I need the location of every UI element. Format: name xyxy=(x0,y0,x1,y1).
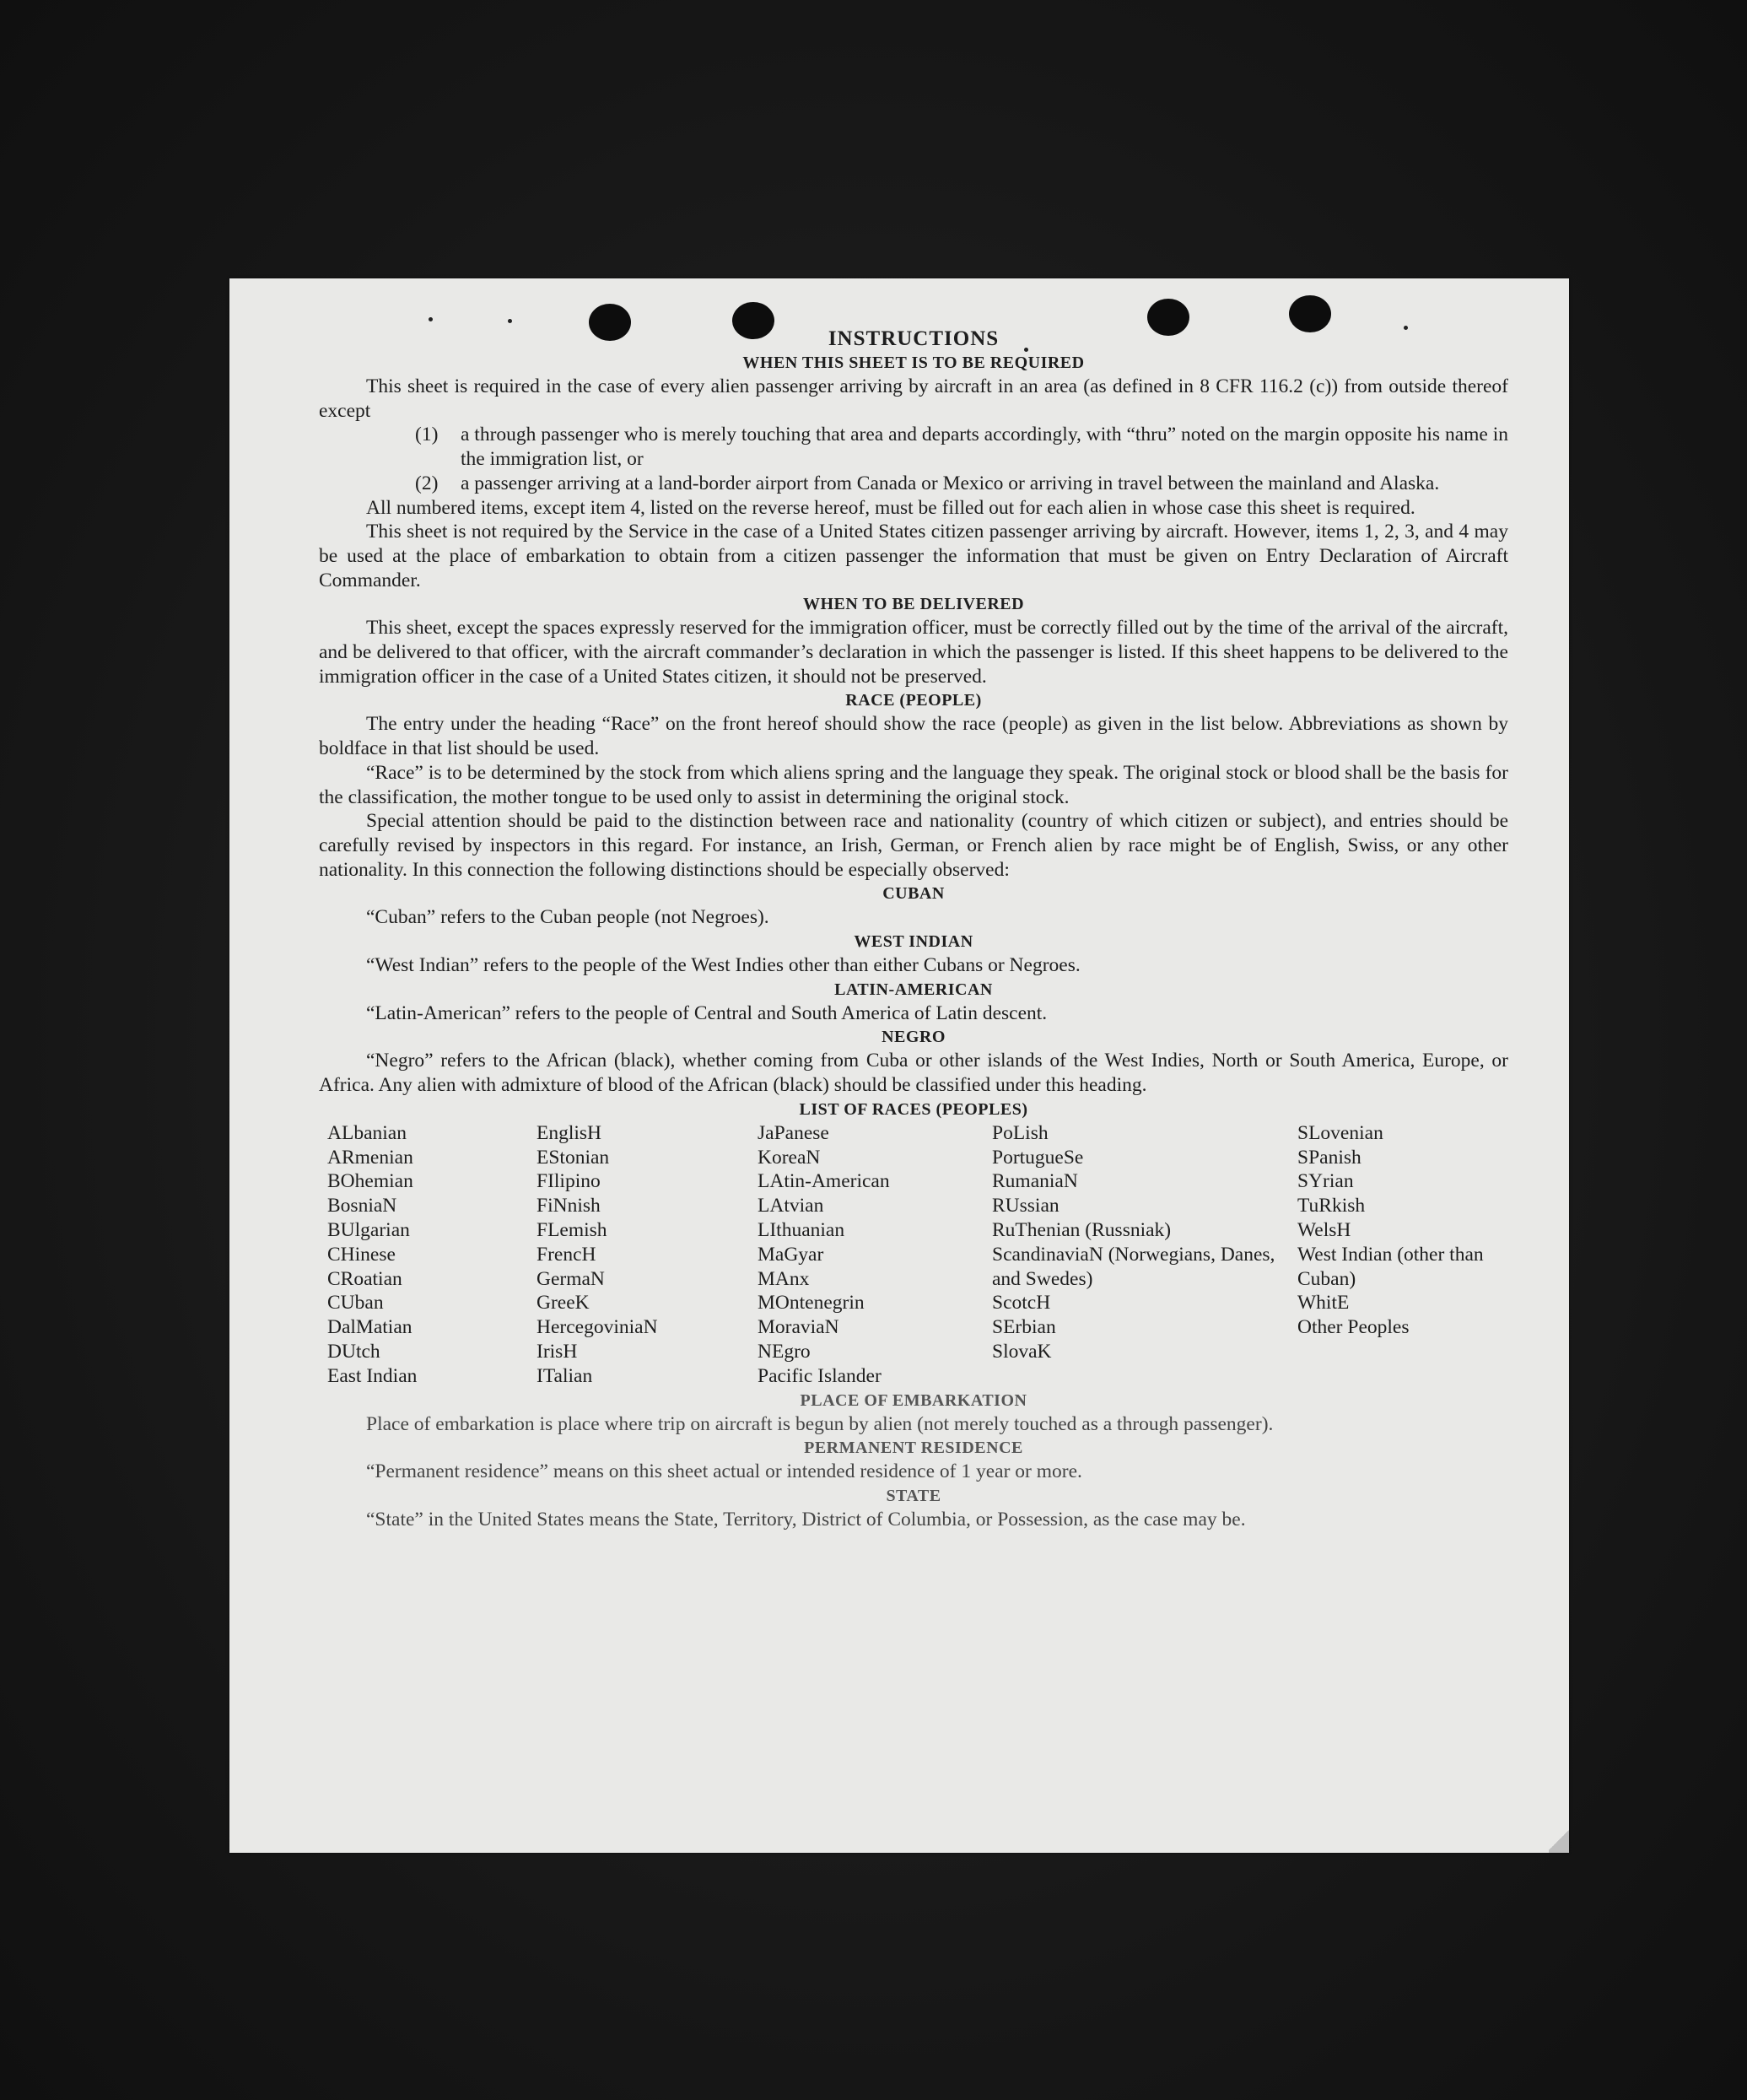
negro-definition: “Negro” refers to the African (black), whether coming from Cuba or other islands of the West Indies, North or South America, Europe, or Africa. Any alien with admixture of blood of the African (black) should be classified under this heading. xyxy=(319,1050,1508,1097)
race-entry: MAnx xyxy=(758,1267,810,1290)
section-heading-required: WHEN THIS SHEET IS TO BE REQUIRED xyxy=(742,354,1085,372)
race-entry: Pacific Islander xyxy=(758,1364,882,1387)
section-heading-races-list: LIST OF RACES (PEOPLES) xyxy=(799,1099,1028,1119)
race-entry: LIthuanian xyxy=(758,1219,845,1242)
section-heading-cuban: CUBAN xyxy=(882,884,945,904)
race-entry: KoreaN xyxy=(758,1146,821,1169)
races-column xyxy=(992,1121,1297,1389)
item-text: a passenger arriving at a land-border airport from Canada or Mexico or arriving in travel between the mainland and Alaska. xyxy=(461,472,1440,494)
race-entry: GreeK xyxy=(537,1292,590,1315)
section-heading-delivered: WHEN TO BE DELIVERED xyxy=(802,595,1025,614)
page-title: INSTRUCTIONS xyxy=(828,327,1000,350)
item-number: (2) xyxy=(415,472,439,494)
item-text: a through passenger who is merely touching that area and departs accordingly, with “thru” noted on the margin opposite his name in the immigration list, or xyxy=(461,424,1508,471)
race-entry: BUlgarian xyxy=(327,1219,410,1242)
delivered-paragraph: This sheet, except the spaces expressly reserved for the immigration officer, must be correctly filled out by the time of the arrival of the aircraft, and be delivered to that officer, with the aircraft commander’s declaration in which the passenger is listed. If this sheet happens to be delivered to the immigration officer in the case of a United States citizen, it should not be preserved. xyxy=(319,617,1508,688)
race-entry: ScotcH xyxy=(992,1292,1051,1315)
race-entry: FIlipino xyxy=(537,1170,601,1193)
race-entry: LAtin-American xyxy=(758,1170,890,1193)
exception-item xyxy=(319,472,1508,496)
race-entry: EStonian xyxy=(537,1146,610,1169)
race-entry: RumaniaN xyxy=(992,1170,1078,1193)
race-entry: DUtch xyxy=(327,1341,380,1363)
race-entry: FiNnish xyxy=(537,1195,601,1217)
latin-american-definition: “Latin-American” refers to the people of Central and South America of Latin descent. xyxy=(366,1001,1048,1024)
folded-corner xyxy=(1549,1827,1569,1853)
instructions-body xyxy=(319,327,1508,1532)
race-entry: WhitE xyxy=(1297,1292,1350,1315)
race-entry: PoLish xyxy=(992,1121,1049,1144)
races-column xyxy=(758,1121,992,1389)
speck xyxy=(429,317,433,321)
race-entry: FrencH xyxy=(537,1243,596,1266)
section-heading-race: RACE (PEOPLE) xyxy=(845,691,982,710)
item-number: (1) xyxy=(415,424,439,446)
race-entry: HercegoviniaN xyxy=(537,1316,658,1339)
race-entry: MoraviaN xyxy=(758,1316,839,1339)
west-indian-definition: “West Indian” refers to the people of the West Indies other than either Cubans or Negroes. xyxy=(366,954,1081,977)
race-entry: BOhemian xyxy=(327,1170,413,1193)
race-entry: FLemish xyxy=(537,1219,607,1242)
race-entry: CRoatian xyxy=(327,1267,402,1290)
races-column xyxy=(319,1121,537,1389)
race-entry: WelsH xyxy=(1297,1219,1351,1242)
races-column xyxy=(537,1121,758,1389)
race-entry: JaPanese xyxy=(758,1121,829,1144)
race-entry: SPanish xyxy=(1297,1146,1361,1169)
race-entry: DalMatian xyxy=(327,1316,412,1339)
speck xyxy=(508,319,512,323)
race-entry: CHinese xyxy=(327,1243,396,1266)
race-entry: NEgro xyxy=(758,1341,811,1363)
race-entry: MaGyar xyxy=(758,1243,824,1266)
citizen-paragraph: This sheet is not required by the Service in the case of a United States citizen passenger arriving by aircraft. However, items 1, 2, 3, and 4 may be used at the place of embarkation to obtain from a citizen passenger the information that must be given on Entry Declaration of Aircraft Commander. xyxy=(319,521,1508,591)
embarkation-definition: Place of embarkation is place where trip on aircraft is begun by alien (not merely touched as a through passenger). xyxy=(366,1412,1274,1435)
race-paragraph: The entry under the heading “Race” on the front hereof should show the race (people) as given in the list below. Abbreviations as shown by boldface in that list should be used. xyxy=(319,713,1508,760)
race-entry: CUban xyxy=(327,1292,384,1315)
residence-definition: “Permanent residence” means on this sheet actual or intended residence of 1 year or more. xyxy=(366,1460,1082,1483)
race-paragraph: Special attention should be paid to the distinction between race and nationality (country of which citizen or subject), and entries should be carefully revised by inspectors in this regard. For instance, an Irish, German, or French alien by race might be of English, Swiss, or any other nationality. In this connection the following distinctions should be especially observed: xyxy=(319,810,1508,881)
race-entry: SErbian xyxy=(992,1316,1056,1339)
race-entry: SlovaK xyxy=(992,1341,1052,1363)
race-entry: LAtvian xyxy=(758,1195,824,1217)
race-entry: Other Peoples xyxy=(1297,1316,1410,1339)
exception-item xyxy=(319,423,1508,471)
section-heading-residence: PERMANENT RESIDENCE xyxy=(804,1439,1023,1458)
section-heading-negro: NEGRO xyxy=(882,1028,946,1047)
race-entry: East Indian xyxy=(327,1364,418,1387)
races-list xyxy=(319,1121,1508,1389)
cuban-definition: “Cuban” refers to the Cuban people (not Negroes). xyxy=(366,906,769,929)
state-definition: “State” in the United States means the State, Territory, District of Columbia, or Possession, as the case may be. xyxy=(366,1509,1246,1531)
race-paragraph: “Race” is to be determined by the stock from which aliens spring and the language they speak. The original stock or blood shall be the basis for the classification, the mother tongue to be used only to assist in determining the original stock. xyxy=(319,761,1508,808)
race-entry: ITalian xyxy=(537,1364,593,1387)
race-entry: MOntenegrin xyxy=(758,1292,865,1315)
required-intro: This sheet is required in the case of every alien passenger arriving by aircraft in an area (as defined in 8 CFR 116.2 (c)) from outside thereof except xyxy=(319,375,1508,422)
section-heading-latin-american: LATIN-AMERICAN xyxy=(834,980,993,999)
document-sheet xyxy=(229,278,1569,1853)
section-heading-state: STATE xyxy=(886,1487,941,1506)
race-entry: PortugueSe xyxy=(992,1146,1084,1169)
race-entry: SLovenian xyxy=(1297,1121,1383,1144)
race-entry: RUssian xyxy=(992,1195,1060,1217)
race-entry: EnglisH xyxy=(537,1121,602,1144)
race-entry: GermaN xyxy=(537,1267,605,1290)
race-entry: RuThenian (Russniak) xyxy=(992,1219,1172,1242)
race-entry: IrisH xyxy=(537,1341,578,1363)
race-entry: TuRkish xyxy=(1297,1195,1366,1217)
race-entry: ScandinaviaN (Norwegians, Danes, and Swedes) xyxy=(992,1243,1275,1290)
race-entry: ARmenian xyxy=(327,1146,413,1169)
race-entry: BosniaN xyxy=(327,1195,397,1217)
section-heading-west-indian: WEST INDIAN xyxy=(854,932,973,952)
section-heading-embarkation: PLACE OF EMBARKATION xyxy=(800,1390,1027,1410)
races-column xyxy=(1297,1121,1508,1389)
race-entry: SYrian xyxy=(1297,1170,1354,1193)
race-entry: ALbanian xyxy=(327,1121,407,1144)
race-entry: West Indian (other than Cuban) xyxy=(1297,1243,1484,1290)
numbered-items-paragraph: All numbered items, except item 4, listed on the reverse hereof, must be filled out for each alien in whose case this sheet is required. xyxy=(366,496,1415,519)
